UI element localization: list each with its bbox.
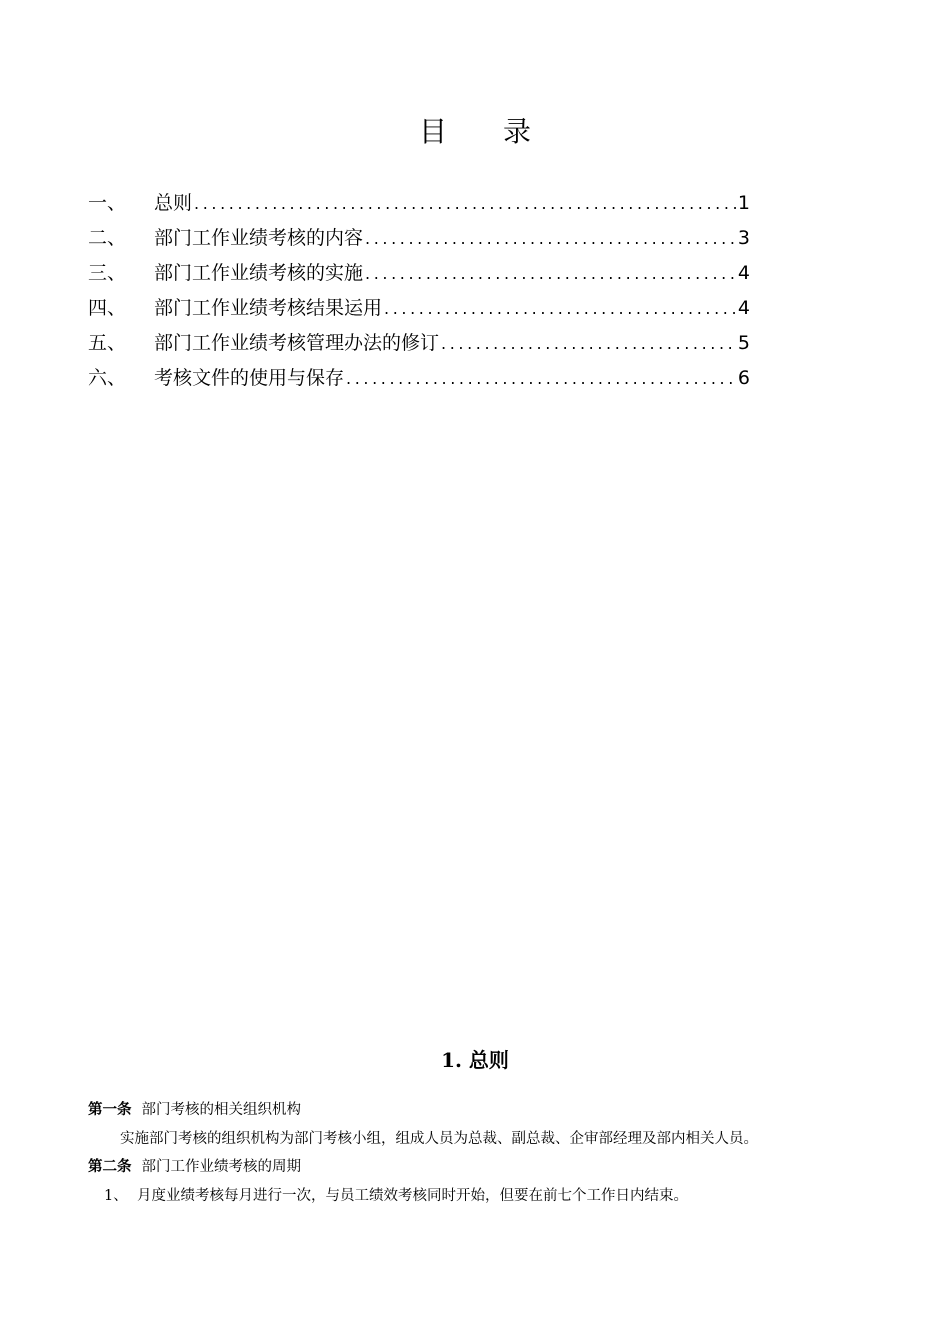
toc-entry-number: 二、 — [88, 227, 127, 249]
toc-entry-number: 五、 — [88, 332, 127, 354]
toc-entry-page: 4 — [737, 262, 750, 284]
toc-entry-number: 一、 — [88, 192, 127, 214]
toc-entry-text: 部门工作业绩考核管理办法的修订 — [154, 332, 440, 354]
toc-dot-leader — [194, 186, 736, 221]
toc-entry-number: 三、 — [88, 262, 127, 284]
toc-entry-page: 5 — [737, 332, 750, 354]
toc-entry-text: 部门工作业绩考核的实施 — [154, 262, 364, 284]
toc-entry[interactable] — [88, 186, 750, 221]
toc-entry[interactable] — [88, 256, 750, 291]
list-item-text: 月度业绩考核每月进行一次，与员工绩效考核同时开始，但要在前七个工作日内结束。 — [137, 1187, 688, 1204]
toc-entry-text: 总则 — [154, 192, 193, 214]
toc-entry-page: 6 — [737, 367, 750, 389]
toc-entry[interactable] — [88, 221, 750, 256]
section-body — [88, 1096, 888, 1210]
article-label: 第一条 — [88, 1101, 132, 1118]
toc-title: 目录 — [418, 115, 587, 148]
article-heading — [88, 1153, 888, 1182]
toc-entry-number: 六、 — [88, 367, 127, 389]
toc-entry[interactable] — [88, 291, 750, 326]
toc-entry-page: 1 — [737, 192, 750, 214]
toc-entry-number: 四、 — [88, 297, 127, 319]
article-title: 部门工作业绩考核的周期 — [141, 1159, 301, 1175]
article-title: 部门考核的相关组织机构 — [141, 1102, 301, 1118]
toc-entry-text: 部门工作业绩考核的内容 — [154, 227, 364, 249]
article-paragraph: 实施部门考核的组织机构为部门考核小组，组成人员为总裁、副总裁、企审部经理及部内相关人员。 — [120, 1130, 758, 1147]
toc-entry-text: 部门工作业绩考核结果运用 — [154, 297, 383, 319]
toc-dot-leader — [365, 256, 736, 291]
article-heading — [88, 1096, 888, 1125]
toc-dot-leader — [346, 361, 736, 396]
toc-entry-page: 3 — [737, 227, 750, 249]
toc-entry-text: 考核文件的使用与保存 — [154, 367, 345, 389]
list-item — [88, 1182, 888, 1211]
toc-entry[interactable] — [88, 361, 750, 396]
section-heading: 1. 总则 — [441, 1048, 509, 1072]
toc-dot-leader — [365, 221, 736, 256]
toc-entry-page: 4 — [737, 297, 750, 319]
toc-dot-leader — [384, 291, 736, 326]
toc-dot-leader — [441, 326, 736, 361]
list-item-number: 1、 — [104, 1187, 128, 1204]
toc-entry[interactable] — [88, 326, 750, 361]
article-label: 第二条 — [88, 1158, 132, 1175]
table-of-contents — [88, 186, 750, 396]
